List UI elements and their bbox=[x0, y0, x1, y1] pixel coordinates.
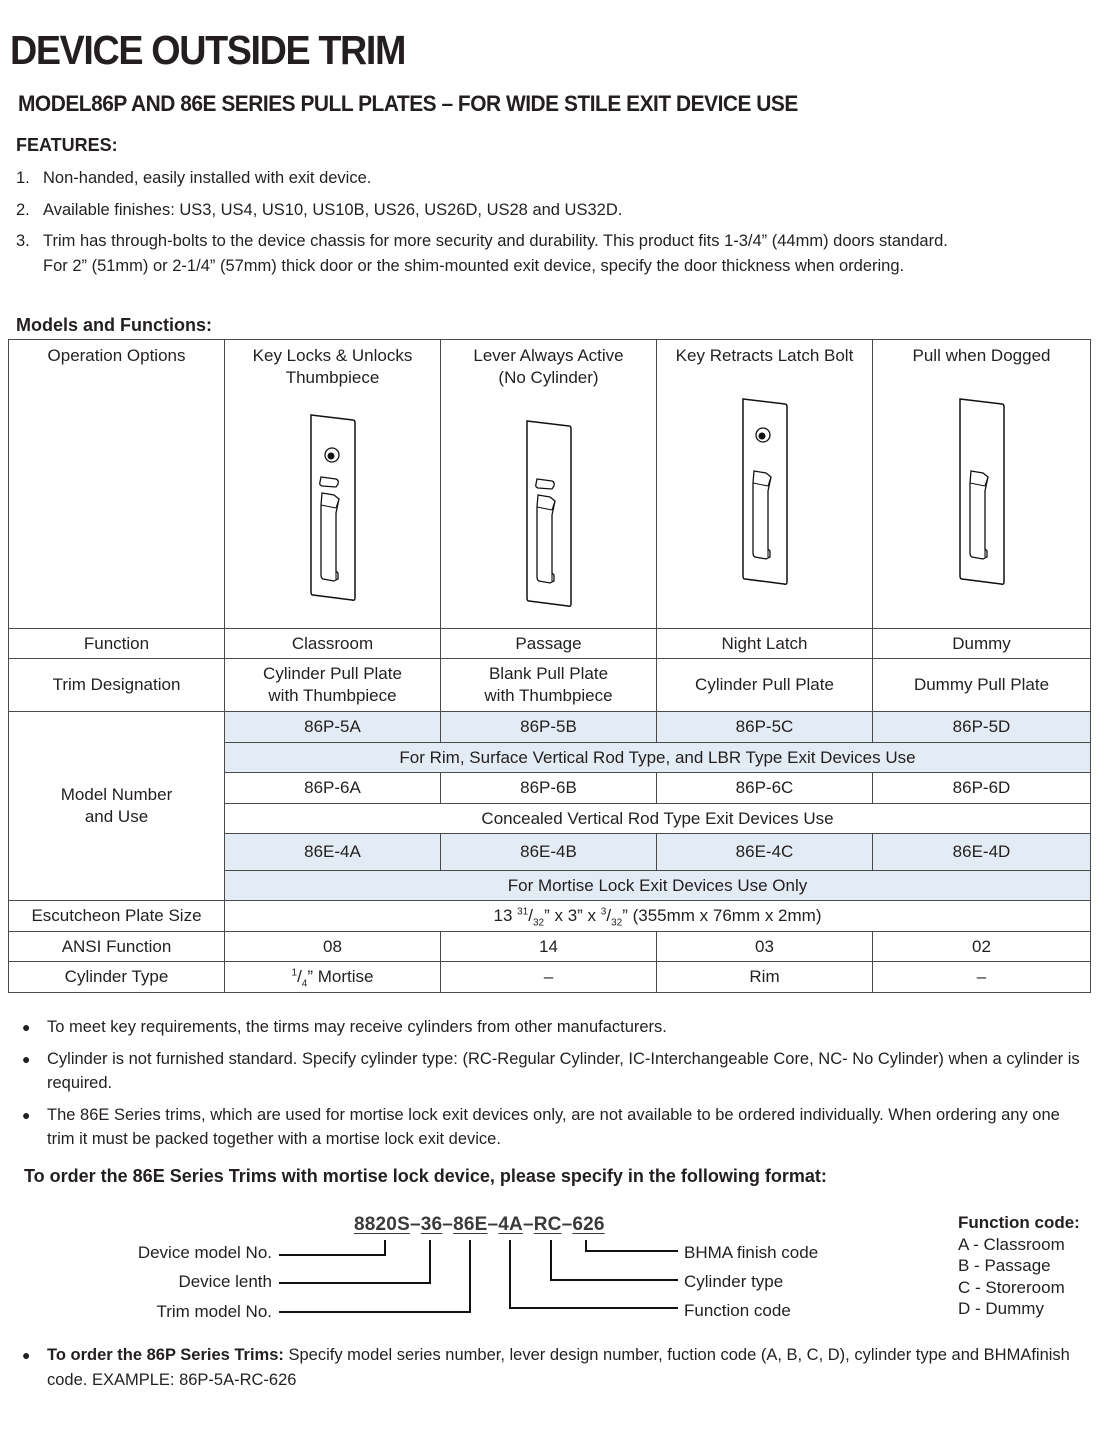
row-label: Operation Options bbox=[9, 340, 225, 629]
feature-number: 1. bbox=[16, 169, 30, 187]
function-code-item: D - Dummy bbox=[958, 1299, 1044, 1318]
bullet-icon: ● bbox=[22, 1347, 31, 1363]
label-function-code: Function code bbox=[684, 1301, 791, 1320]
column-header-passage: Lever Always Active (No Cylinder) bbox=[441, 340, 657, 629]
model-cell: 86E-4A bbox=[225, 834, 441, 871]
table-cell: Passage bbox=[441, 629, 657, 659]
feature-number: 2. bbox=[16, 200, 30, 219]
model-cell: 86P-6D bbox=[873, 773, 1091, 804]
table-cell: – bbox=[441, 962, 657, 993]
page-title: DEVICE OUTSIDE TRIM bbox=[10, 27, 406, 73]
row-label: Cylinder Type bbox=[9, 962, 225, 993]
use-cell: For Rim, Surface Vertical Rod Type, and LBR Type Exit Devices Use bbox=[225, 743, 1091, 773]
model-cell: 86P-5B bbox=[441, 712, 657, 743]
table-cell: $^1/_4$” Mortise bbox=[225, 962, 441, 993]
label-device-length: Device lenth bbox=[178, 1272, 272, 1291]
model-cell: 86P-5D bbox=[873, 712, 1091, 743]
table-cell: Dummy bbox=[873, 629, 1091, 659]
label-trim-model-no: Trim model No. bbox=[156, 1302, 272, 1321]
note-item: ● Cylinder is not furnished standard. Specify cylinder type: (RC-Regular Cylinder, IC-Interchangeable Core, NC- No Cylinder) when a cylinder is required. bbox=[22, 1047, 1082, 1096]
use-cell: For Mortise Lock Exit Devices Use Only bbox=[225, 871, 1091, 901]
table-cell: 02 bbox=[873, 932, 1091, 962]
models-heading: Models and Functions: bbox=[16, 315, 212, 335]
order-86p-note: ● To order the 86P Series Trims: Specify model series number, lever design number, fuction code (A, B, C, D), cylinder type and BHMAfinish code. EXAMPLE: 86P-5A-RC-626 bbox=[22, 1343, 1082, 1392]
order-format-heading: To order the 86E Series Trims with mortise lock device, please specify in the following format: bbox=[24, 1166, 827, 1186]
column-header-dummy: Pull when Dogged bbox=[873, 340, 1091, 629]
column-header-night-latch: Key Retracts Latch Bolt bbox=[657, 340, 873, 629]
use-cell: Concealed Vertical Rod Type Exit Devices Use bbox=[225, 804, 1091, 834]
table-cell: – bbox=[873, 962, 1091, 993]
model-cell: 86P-6A bbox=[225, 773, 441, 804]
row-label: Trim Designation bbox=[9, 659, 225, 712]
note-item: ● To meet key requirements, the tirms may receive cylinders from other manufacturers. bbox=[22, 1015, 1082, 1040]
feature-text: Non-handed, easily installed with exit device. bbox=[43, 169, 372, 187]
model-cell: 86P-5C bbox=[657, 712, 873, 743]
model-cell: 86P-6C bbox=[657, 773, 873, 804]
table-cell: Cylinder Pull Plate bbox=[657, 659, 873, 712]
function-code-item: B - Passage bbox=[958, 1256, 1051, 1275]
row-label: ANSI Function bbox=[9, 932, 225, 962]
model-cell: 86P-6B bbox=[441, 773, 657, 804]
column-header-classroom: Key Locks & Unlocks Thumbpiece bbox=[225, 340, 441, 629]
bullet-icon: ● bbox=[22, 1106, 31, 1123]
feature-text: Trim has through-bolts to the device chassis for more security and durability. This product fits 1-3/4” (44mm) doors standard. For 2” (51mm) or 2-1/4” (57mm) thick door or the shim-mounted exit device, specify the door thickness when ordering. bbox=[43, 232, 948, 275]
feature-number: 3. bbox=[16, 232, 30, 250]
table-cell: Classroom bbox=[225, 629, 441, 659]
row-label-model-number: Model Number and Use bbox=[9, 712, 225, 901]
table-cell: 14 bbox=[441, 932, 657, 962]
function-code-item: A - Classroom bbox=[958, 1234, 1065, 1254]
table-cell: 03 bbox=[657, 932, 873, 962]
escutcheon-size-cell: 13 $^{31}/_{32}$” x 3” x $^3/_{32}$” (355mm x 76mm x 2mm) bbox=[225, 901, 1091, 932]
page-subtitle: MODEL86P AND 86E SERIES PULL PLATES – FOR WIDE STILE EXIT DEVICE USE bbox=[18, 91, 798, 116]
model-cell: 86P-5A bbox=[225, 712, 441, 743]
table-cell: Night Latch bbox=[657, 629, 873, 659]
note-item: ● The 86E Series trims, which are used for mortise lock exit devices only, are not available to be ordered individually. When ordering any one trim it must be packed together with a mortise lock exit device. bbox=[22, 1103, 1082, 1152]
row-label: Escutcheon Plate Size bbox=[9, 901, 225, 932]
function-code-item: C - Storeroom bbox=[958, 1277, 1065, 1297]
table-cell: Dummy Pull Plate bbox=[873, 659, 1091, 712]
model-cell: 86E-4D bbox=[873, 834, 1091, 871]
function-code-legend: Function code: A - Classroom B - Passage C - Storeroom D - Dummy bbox=[958, 1213, 1080, 1318]
bullet-icon: ● bbox=[22, 1050, 31, 1067]
features-heading: FEATURES: bbox=[16, 135, 118, 155]
label-cylinder-type: Cylinder type bbox=[684, 1272, 784, 1291]
bullet-icon: ● bbox=[22, 1019, 31, 1035]
table-cell: Blank Pull Plate with Thumbpiece bbox=[441, 659, 657, 712]
feature-text: Available finishes: US3, US4, US10, US10B, US26, US26D, US28 and US32D. bbox=[43, 200, 623, 219]
label-device-model-no: Device model No. bbox=[137, 1243, 272, 1262]
table-cell: Cylinder Pull Plate with Thumbpiece bbox=[225, 659, 441, 712]
table-cell: Rim bbox=[657, 962, 873, 993]
model-cell: 86E-4B bbox=[441, 834, 657, 871]
row-label: Function bbox=[9, 629, 225, 659]
label-bhma-finish-code: BHMA finish code bbox=[684, 1243, 819, 1262]
order-code-example: 8820S–36–86E–4A–RC–626 bbox=[354, 1214, 605, 1235]
model-cell: 86E-4C bbox=[657, 834, 873, 871]
table-cell: 08 bbox=[225, 932, 441, 962]
